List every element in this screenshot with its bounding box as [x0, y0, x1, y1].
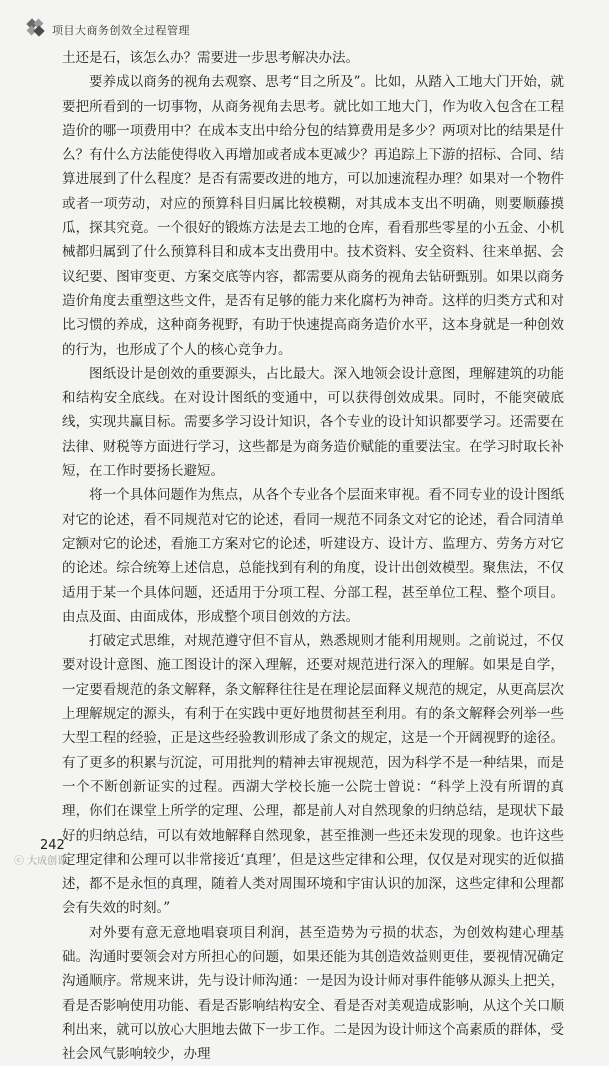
paragraph-continued: 土还是石，该怎么办？需要进一步思考解决办法。 — [62, 50, 359, 66]
paragraph: 图纸设计是创效的重要源头，占比最大。深入地领会设计意图，理解建筑的功能和结构安全底线。在对设计图纸的变通中，可以获得创效成果。同时，不能突破底线，实现共赢目标。需要多学习设计知识，各个专业的设计知识都要学习。还需要在法律、财税等方面进行学习，这些都是为商务造价赋能的重要法宝。在学习时取长补短，在工作时要扬长避短。 — [62, 365, 564, 480]
paragraph: 要养成以商务的视角去观察、思考“目之所及”。比如，从踏入工地大门开始，就要把所看到的一切事物，从商务视角去思考。就比如工地大门，作为收入包含在工程造价的哪一项费用中？在成本支出中给分包的结算费用是多少？两项对比的结果是什么？有什么方法能使得收入再增加或者成本更减少？再追踪上下游的招标、合同、结算进展到了什么程度？是否有需要改进的地方，可以加速流程办理？如果对一个物件或者一项劳动，对应的预算科目归属比较模糊，对其成本支出不明确，则要顺藤摸瓜，探其究竟。一个很好的锻炼方法是去工地的仓库，看看那些零星的小五金、小机械都归属到了什么预算科目和成本支出费用中。技术资料、安全资料、往来单据、会议纪要、图审变更、方案交底等内容，都需要从商务的视角去钻研甄别。如果以商务造价角度去重塑这些文件，是否有足够的能力来化腐朽为神奇。这样的归类方式和对比习惯的养成，这种商务视野，有助于快速提高商务造价水平，这本身就是一种创效的行为，也形成了个人的核心竞争力。 — [62, 74, 564, 358]
page-header — [0, 0, 609, 52]
watermark-logo: ⓒ 大成创课 — [14, 856, 68, 867]
paragraph: 对外要有意无意地唱衰项目利润，甚至造势为亏损的状态，为创效构建心理基础。沟通时要领会对方所担心的问题，如果还能为其创造效益则更佳，要视情况确定沟通顺序。常规来讲，先与设计师沟通：一是因为设计师对事件能够从源头上把关，看是否影响使用功能、看是否影响结构安全、看是否对美观造成影响，从这个关口顺利出来，就可以放心大胆地去做下一步工作。二是因为设计师这个高素质的群体，受社会风气影响较少，办理 — [62, 924, 564, 1063]
paragraph: 打破定式思维，对规范遵守但不盲从，熟悉规则才能利用规则。之前说过，不仅要对设计意图、施工图设计的深入理解，还要对规范进行深入的理解。如果是自学，一定要看规范的条文解释，条文解释往往是在理论层面释义规范的规定，从更高层次上理解规定的源头，有利于在实践中更好地贯彻甚至利用。有的条文解释会列举一些大型工程的经验，正是这些经验教训形成了条文的规定，这是一个开阔视野的途径。有了更多的积累与沉淀，可用批判的精神去审视规范，因为科学不是一种结果，而是一个不断创新证实的过程。西湖大学校长施一公院士曾说：“科学上没有所谓的真理，你们在课堂上所学的定理、公理，都是前人对自然现象的归纳总结，是现状下最好的归纳总结，可以有效地解释自然现象，甚至推测一些还未发现的现象。也许这些定理定律和公理可以非常接近‘真理’，但是这些定律和公理，仅仅是对现实的近似描述，都不是永恒的真理，随着人类对周围环境和宇宙认识的加深，这些定律和公理都会有失效的时刻。” — [62, 633, 564, 917]
paragraph: 将一个具体问题作为焦点，从各个专业各个层面来审视。看不同专业的设计图纸对它的论述，看不同规范对它的论述，看同一规范不同条文对它的论述，看合同清单定额对它的论述，看施工方案对它的论述，听建设方、设计方、监理方、劳务方对它的论述。综合统筹上述信息，总能找到有利的角度，设计出创效模型。聚焦法，不仅适用于某一个具体问题，还适用于分项工程、分部工程，甚至单位工程、整个项目。由点及面、由面成体，形成整个项目创效的方法。 — [62, 487, 564, 625]
book-logo-icon — [26, 18, 46, 38]
running-header-title: 项目大商务创效全过程管理 — [52, 24, 190, 37]
page-number: 242 — [40, 838, 65, 853]
body-text — [62, 46, 564, 1066]
